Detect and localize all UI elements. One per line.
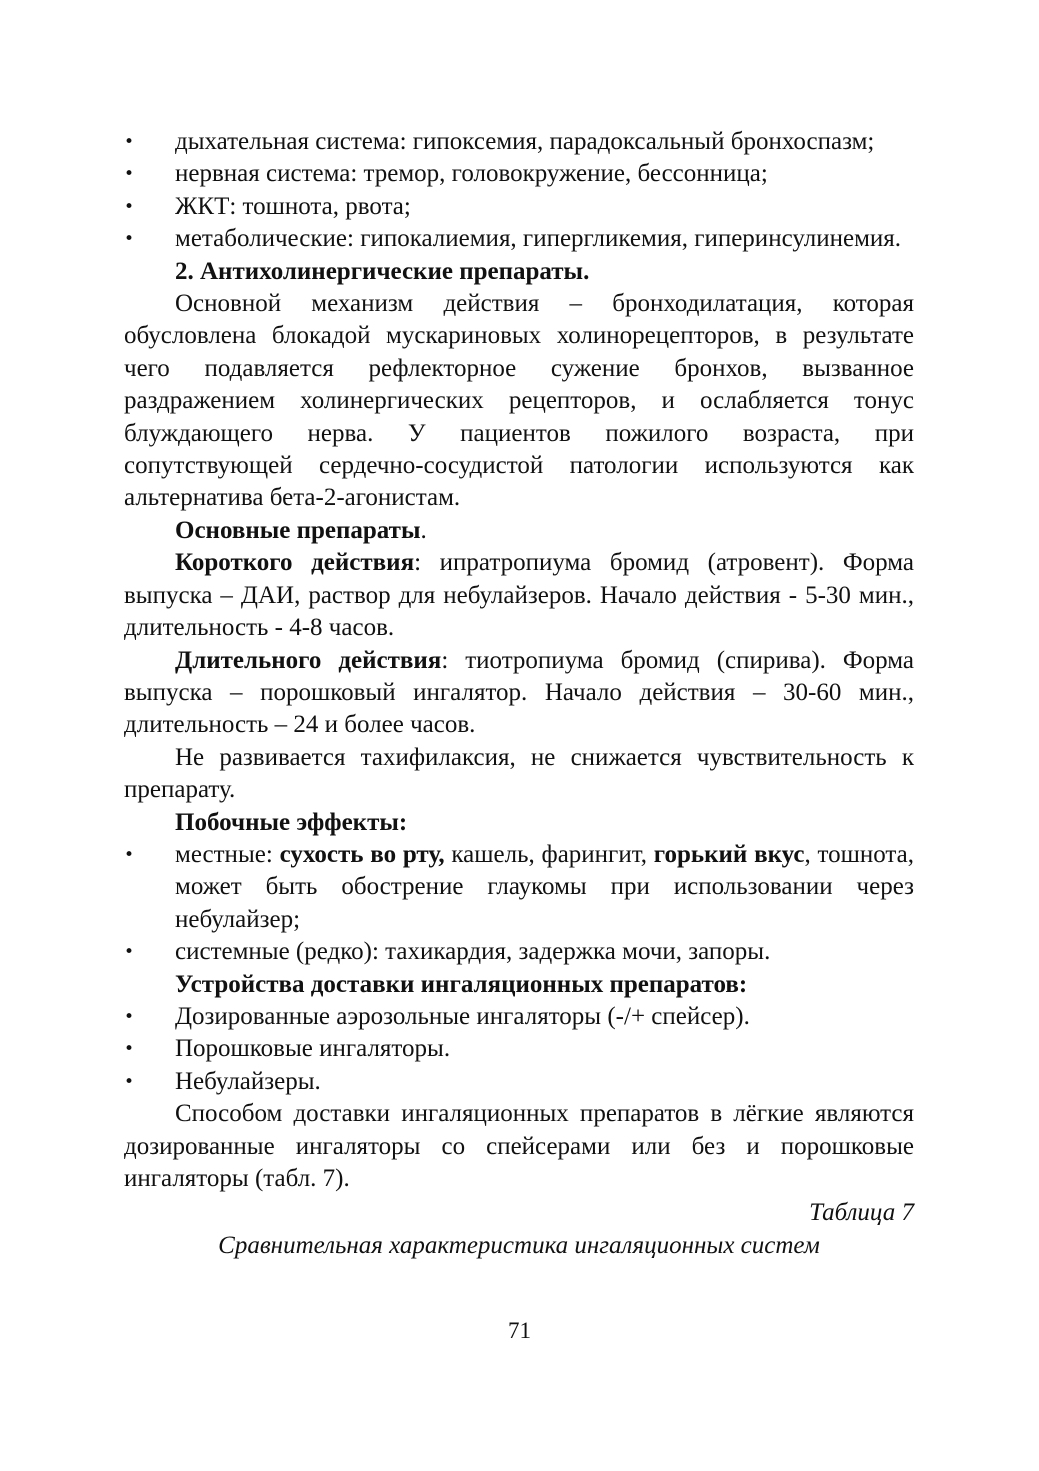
devices-heading: Устройства доставки ингаляционных препаратов: [175, 970, 748, 998]
bullet-icon: • [124, 1039, 135, 1060]
list-item: • метаболические: гипокалиемия, гипергликемия, гиперинсулинемия. [124, 223, 914, 255]
short-acting-label: Короткого действия [175, 549, 415, 577]
list-item: • системные (редко): тахикардия, задержка мочи, запоры. [124, 936, 914, 968]
list-item: • Порошковые ингаляторы. [124, 1033, 914, 1065]
long-acting-label: Длительного действия [175, 646, 442, 674]
list-item: • Дозированные аэрозольные ингаляторы (-/+ спейсер). [124, 1001, 914, 1033]
side-effects-list [124, 839, 914, 969]
table-title: Сравнительная характеристика ингаляционных систем [218, 1231, 820, 1259]
short-acting-paragraph: Короткого действия: ипратропиума бромид (атровент). Форма выпуска – ДАИ, раствор для небулайзеров. Начало действия - 5-30 мин., длительность - 4-8 часов. [124, 549, 914, 642]
list-item: • нервная система: тремор, головокружение, бессонница; [124, 158, 914, 190]
adverse-effects-list [124, 126, 914, 256]
bullet-icon: • [124, 164, 135, 185]
bullet-icon: • [124, 132, 135, 152]
main-drugs-heading: Основные препараты. [175, 516, 427, 544]
bullet-icon: • [124, 942, 135, 963]
list-item: • Небулайзеры. [124, 1066, 914, 1098]
list-item: • местные: сухость во рту, кашель, фарингит, горький вкус, тошнота, может быть обострение глаукомы при использовании через небулайзер; [124, 840, 914, 933]
bullet-icon: • [124, 1006, 135, 1027]
page-body [124, 126, 914, 1262]
list-item: • дыхательная система: гипоксемия, парадоксальный бронхоспазм; [124, 126, 914, 158]
delivery-paragraph: Способом доставки ингаляционных препаратов в лёгкие являются дозированные ингаляторы со спейсерами или без и порошковые ингаляторы (табл. 7). [124, 1100, 914, 1192]
page-number: 71 [508, 1318, 531, 1343]
bullet-icon: • [124, 844, 135, 865]
devices-list [124, 1001, 914, 1098]
bullet-icon: • [124, 229, 135, 250]
bullet-icon: • [124, 1071, 135, 1092]
side-effects-heading: Побочные эффекты: [175, 808, 408, 836]
tachyphylaxis-paragraph: Не развивается тахифилаксия, не снижается чувствительность к препарату. [124, 743, 914, 804]
table-number: Таблица 7 [809, 1199, 914, 1227]
long-acting-paragraph: Длительного действия: тиотропиума бромид (спирива). Форма выпуска – порошковый ингалятор. Начало действия – 30-60 мин., длительность – 24 и более часов. [124, 646, 914, 739]
list-item: • ЖКТ: тошнота, рвота; [124, 191, 914, 223]
bullet-icon: • [124, 196, 135, 217]
section-heading: 2. Антихолинергические препараты. [175, 257, 590, 285]
mechanism-paragraph: Основной механизм действия – бронходилатация, которая обусловлена блокадой мускариновых холинорецепторов, в результате чего подавляется рефлекторное сужение бронхов, вызванное раздражением холинергических рецепторов, и ослабляется тонус блуждающего нерва. У пациентов пожилого возраста, при сопутствующей сердечно-сосудистой патологии используются как альтернатива бета-2-агонистам. [124, 290, 914, 512]
